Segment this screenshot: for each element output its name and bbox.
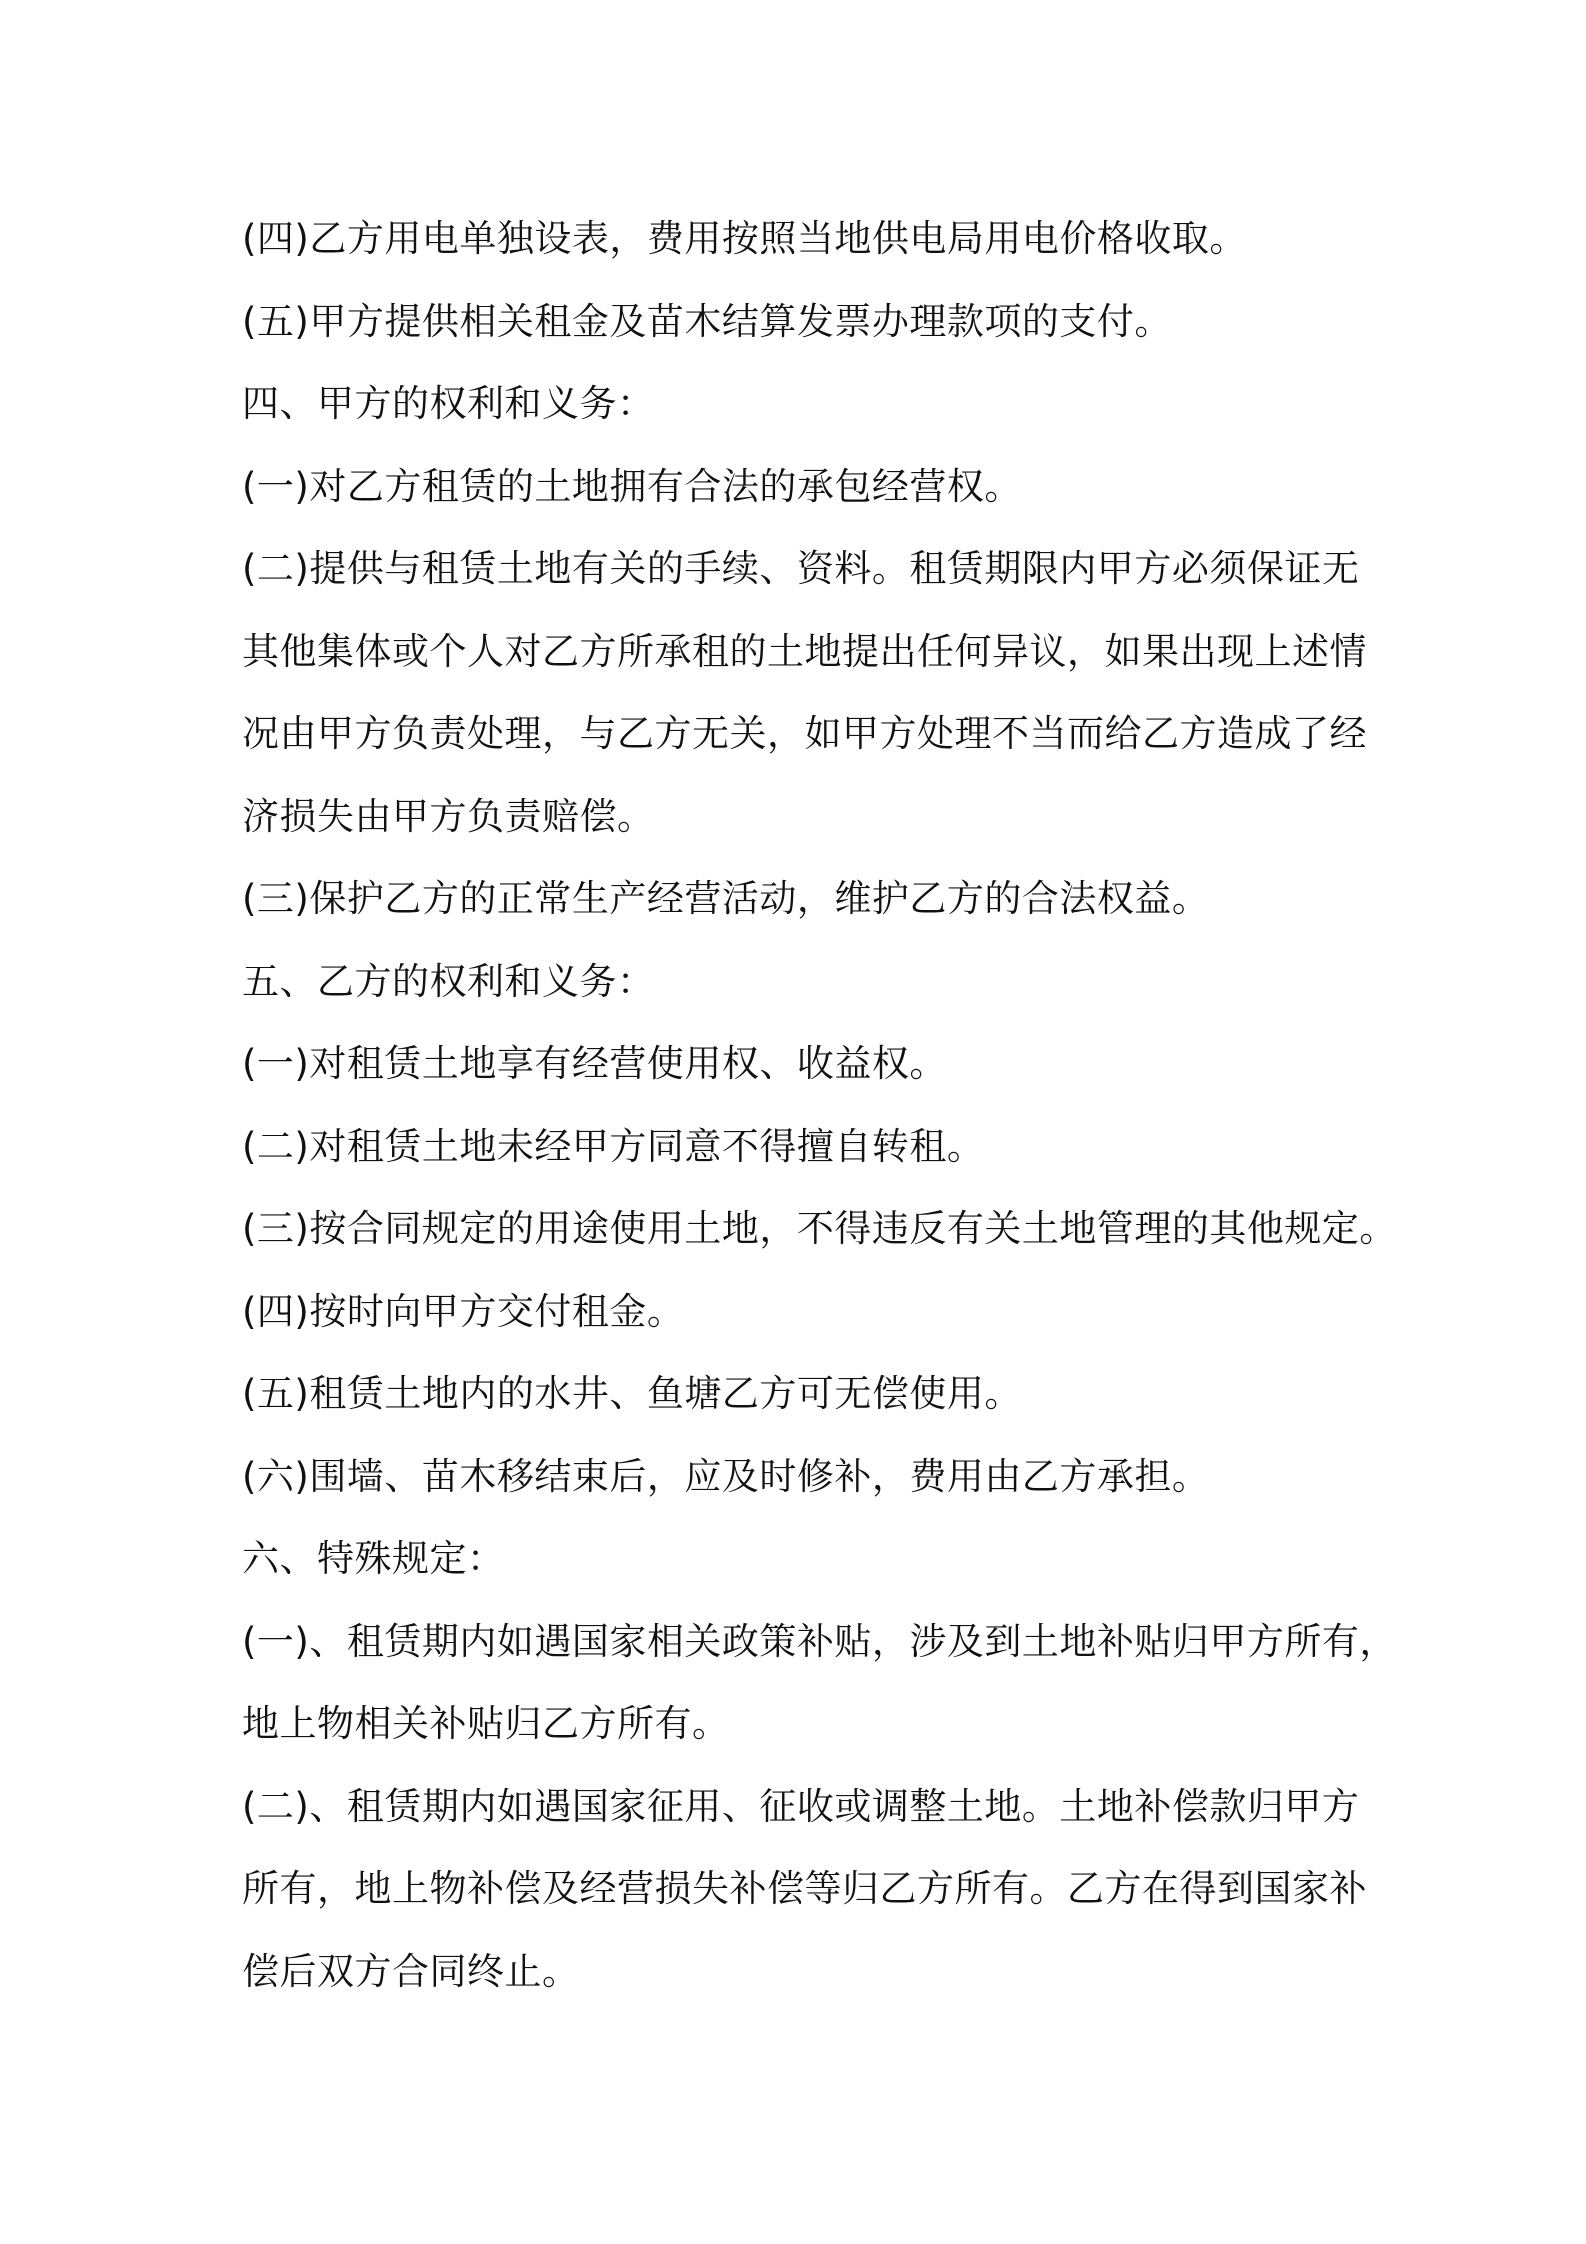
text-line-8: 济损失由甲方负责赔偿。: [242, 794, 655, 838]
section-heading-6: 六、特殊规定：: [242, 1537, 505, 1580]
text-line-4: (一)对乙方租赁的土地拥有合法的承包经营权。: [242, 464, 1022, 508]
text-line-22: 偿后双方合同终止。: [242, 1949, 580, 1993]
text-line-16: (六)围墙、苗木移结束后，应及时修补，费用由乙方承担。: [242, 1454, 1210, 1498]
text-line-19: 地上物相关补贴归乙方所有。: [242, 1702, 730, 1745]
text-line-18: (一)、租赁期内如遇国家相关政策补贴，涉及到土地补贴归甲方所有，: [242, 1619, 1397, 1663]
text-line-6: 其他集体或个人对乙方所承租的土地提出任何异议，如果出现上述情: [242, 629, 1367, 673]
text-line-13: (三)按合同规定的用途使用土地，不得违反有关土地管理的其他规定。: [242, 1207, 1397, 1250]
text-line-1: (四)乙方用电单独设表，费用按照当地供电局用电价格收取。: [242, 217, 1247, 260]
text-line-5: (二)提供与租赁土地有关的手续、资料。租赁期限内甲方必须保证无: [242, 547, 1360, 590]
text-line-14: (四)按时向甲方交付租金。: [242, 1289, 685, 1333]
text-line-20: (二)、租赁期内如遇国家征用、征收或调整土地。土地补偿款归甲方: [242, 1784, 1360, 1828]
text-line-2: (五)甲方提供相关租金及苗木结算发票办理款项的支付。: [242, 299, 1172, 343]
text-line-11: (一)对租赁土地享有经营使用权、收益权。: [242, 1042, 947, 1085]
text-line-7: 况由甲方负责处理，与乙方无关，如甲方处理不当而给乙方造成了经: [242, 712, 1367, 755]
document-body: [242, 198, 1422, 2013]
section-heading-4: 四、甲方的权利和义务：: [242, 382, 655, 425]
text-line-12: (二)对租赁土地未经甲方同意不得擅自转租。: [242, 1124, 985, 1168]
text-line-21: 所有，地上物补偿及经营损失补偿等归乙方所有。乙方在得到国家补: [242, 1867, 1367, 1910]
section-heading-5: 五、乙方的权利和义务：: [242, 959, 655, 1003]
text-line-9: (三)保护乙方的正常生产经营活动，维护乙方的合法权益。: [242, 877, 1210, 920]
text-line-15: (五)租赁土地内的水井、鱼塘乙方可无偿使用。: [242, 1372, 1022, 1415]
